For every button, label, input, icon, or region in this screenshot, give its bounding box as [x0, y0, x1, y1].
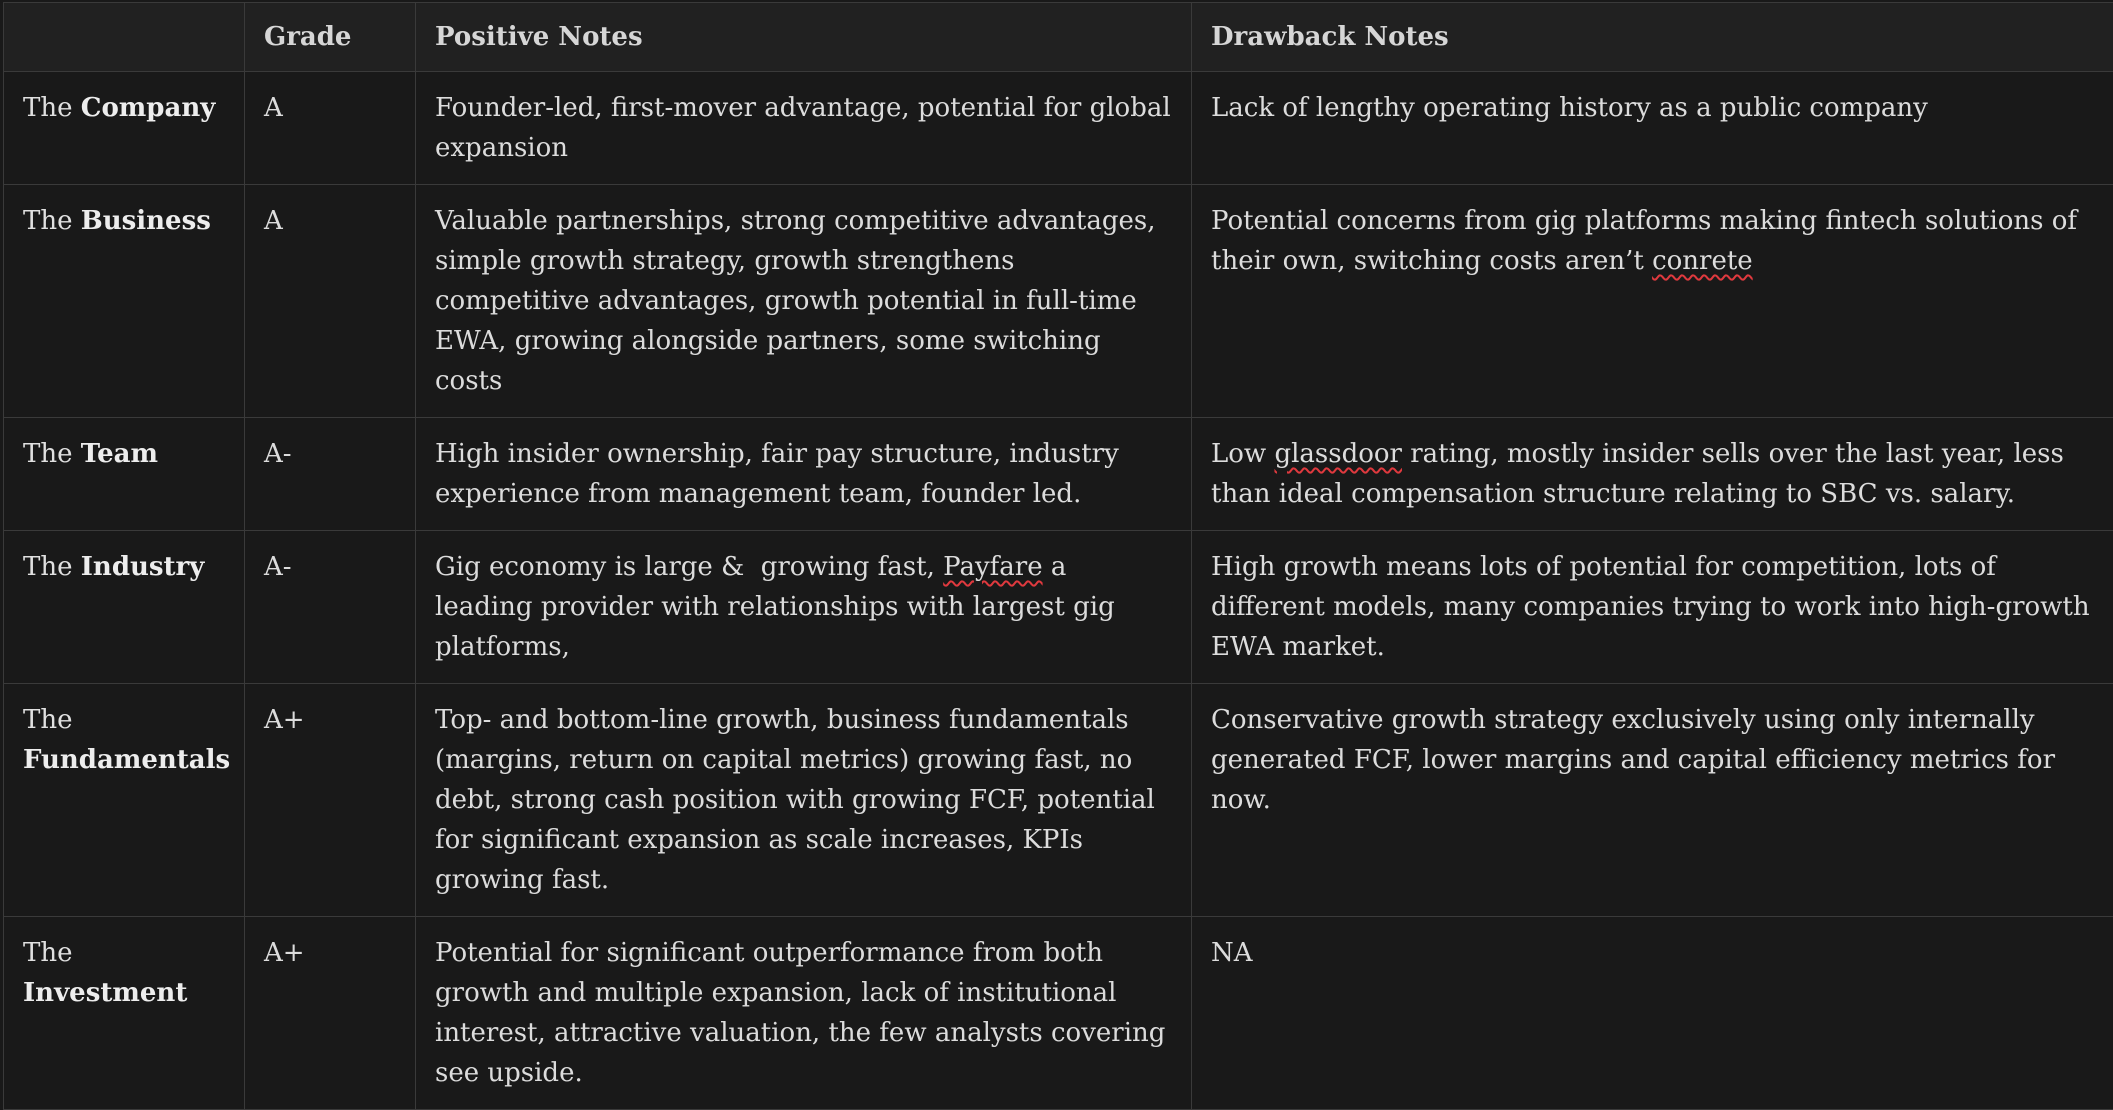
row-label-bold: Fundamentals — [23, 745, 230, 775]
table-row — [4, 531, 2113, 684]
drawback-notes-cell: Conservative growth strategy exclusively using only internally generated FCF, lower margins and capital efficiency metrics for now. — [1192, 684, 2113, 917]
row-label-bold: Industry — [81, 552, 205, 582]
header-grade: Grade — [245, 3, 416, 72]
row-label-cell — [4, 185, 245, 418]
grades-table — [3, 2, 2113, 1110]
table-row — [4, 418, 2113, 531]
drawback-notes-cell: Lack of lengthy operating history as a public company — [1192, 72, 2113, 185]
header-positive-notes: Positive Notes — [416, 3, 1192, 72]
positive-notes-cell: Valuable partnerships, strong competitive advantages, simple growth strategy, growth strengthens competitive advantages, growth potential in full-time EWA, growing alongside partners, some switching costs — [416, 185, 1192, 418]
row-label-bold: Company — [81, 93, 216, 123]
table-body — [4, 72, 2113, 1110]
grade-cell: A — [245, 72, 416, 185]
row-label-bold: Team — [81, 439, 158, 469]
header-empty-cell — [4, 3, 245, 72]
header-drawback-notes: Drawback Notes — [1192, 3, 2113, 72]
row-label-prefix: The — [23, 93, 72, 123]
grade-cell: A+ — [245, 684, 416, 917]
positive-notes-cell: Top- and bottom-line growth, business fundamentals (margins, return on capital metrics) growing fast, no debt, strong cash position with growing FCF, potential for significant expansion as scale increases, KPIs growing fast. — [416, 684, 1192, 917]
header-row — [4, 3, 2113, 72]
positive-notes-cell: Founder-led, first-mover advantage, potential for global expansion — [416, 72, 1192, 185]
table-row — [4, 72, 2113, 185]
grade-cell: A- — [245, 418, 416, 531]
drawback-notes-cell: High growth means lots of potential for competition, lots of different models, many companies trying to work into high-growth EWA market. — [1192, 531, 2113, 684]
row-label-prefix: The — [23, 206, 72, 236]
drawback-text: rating, mostly insider sells over the last year, less than ideal compensation structure relating to SBC vs. salary. — [1211, 439, 2064, 509]
positive-notes-cell: High insider ownership, fair pay structure, industry experience from management team, founder led. — [416, 418, 1192, 531]
misspelled-word[interactable]: glassdoor — [1274, 439, 1402, 469]
positive-notes-cell: Potential for significant outperformance from both growth and multiple expansion, lack of institutional interest, attractive valuation, the few analysts covering see upside. — [416, 917, 1192, 1110]
row-label-prefix: The — [23, 552, 72, 582]
row-label-cell — [4, 531, 245, 684]
grade-cell: A+ — [245, 917, 416, 1110]
row-label-prefix: The — [23, 938, 72, 968]
row-label-cell — [4, 418, 245, 531]
misspelled-word[interactable]: Payfare — [943, 552, 1042, 582]
row-label-prefix: The — [23, 705, 72, 735]
drawback-text: Low — [1211, 439, 1274, 469]
drawback-notes-cell — [1192, 185, 2113, 418]
grade-cell: A — [245, 185, 416, 418]
row-label-cell — [4, 917, 245, 1110]
table-row — [4, 185, 2113, 418]
table-container — [3, 2, 2113, 1110]
positive-text: a leading provider with relationships with largest gig platforms, — [435, 552, 1115, 662]
positive-notes-cell — [416, 531, 1192, 684]
drawback-text: Potential concerns from gig platforms making fintech solutions of their own, switching costs aren’t — [1211, 206, 2077, 276]
table-row — [4, 917, 2113, 1110]
table-row — [4, 684, 2113, 917]
row-label-cell — [4, 72, 245, 185]
misspelled-word[interactable]: conrete — [1652, 246, 1753, 276]
table-header — [4, 3, 2113, 72]
row-label-bold: Business — [81, 206, 211, 236]
drawback-notes-cell: NA — [1192, 917, 2113, 1110]
row-label-bold: Investment — [23, 978, 187, 1008]
grade-cell: A- — [245, 531, 416, 684]
row-label-cell — [4, 684, 245, 917]
row-label-prefix: The — [23, 439, 72, 469]
positive-text: Gig economy is large & growing fast, — [435, 552, 943, 582]
drawback-notes-cell — [1192, 418, 2113, 531]
